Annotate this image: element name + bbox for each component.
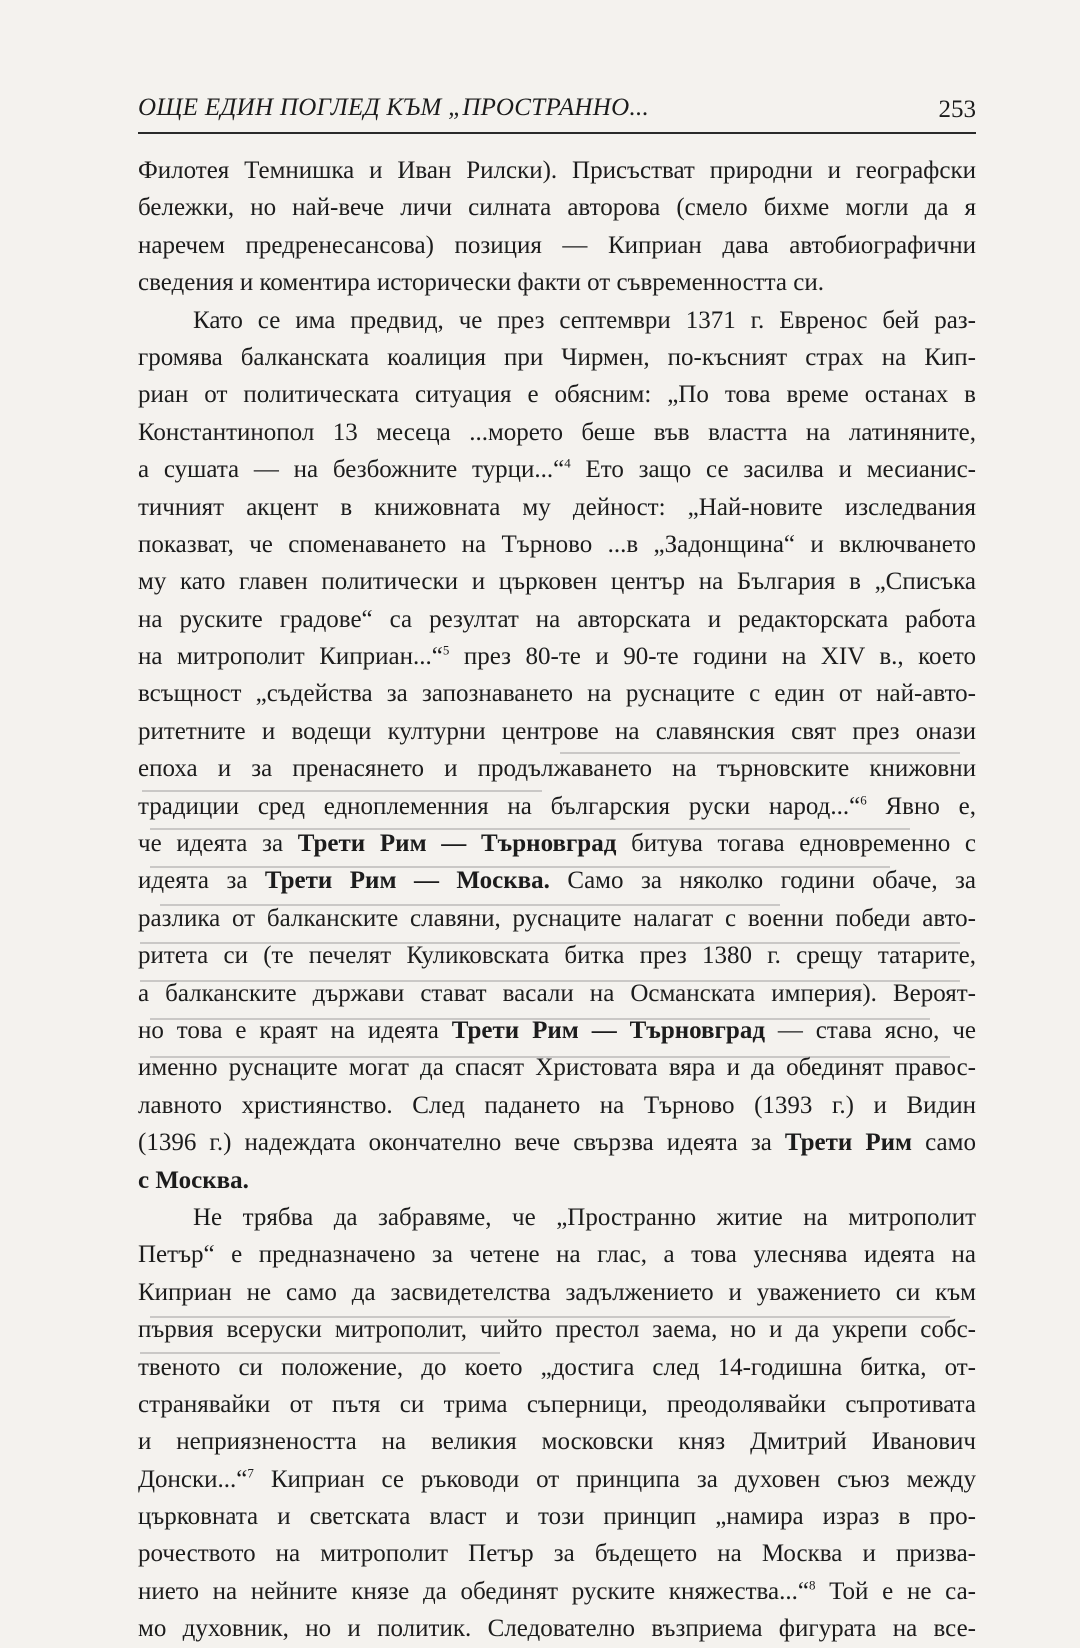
- text-fragment: идеята за: [138, 867, 265, 895]
- text-line: показват, че споменаването на Търново ...в „Задонщина“ и включването: [138, 530, 976, 558]
- text-line: [138, 862, 976, 899]
- text-line: [138, 1573, 976, 1610]
- pencil-underline: [150, 1056, 950, 1058]
- text-line: разлика от балканските славяни, руснаците налагат с военни победи авто-: [138, 904, 976, 932]
- bold-term: Трети Рим — Търновград: [451, 1016, 765, 1044]
- text-line: тичният акцент в книжовната му дейност: „Най-новите изследвания: [138, 493, 976, 521]
- text-fragment: а сушата — на безбожните турци...“: [138, 456, 565, 484]
- text-fragment: Ето защо се засилва и месианис-: [570, 456, 976, 484]
- text-fragment: — става ясно, че: [764, 1016, 977, 1044]
- footnote-ref-8: 8: [808, 1577, 816, 1593]
- text-fragment: (1396 г.) надеждата окончателно вече свързва идеята за: [138, 1129, 785, 1157]
- text-line: Петър“ е предназначено за четене на глас, а това улеснява идеята на: [138, 1241, 976, 1269]
- text-line: странявайки от пътя си трима съперници, преодолявайки съпротивата: [138, 1390, 976, 1418]
- text-line: на руските градове“ са резултат на авторската и редакторската работа: [138, 605, 976, 633]
- text-line: Константинопол 13 месеца ...морето беше във властта на латиняните,: [138, 418, 976, 446]
- text-line: ритетните и водещи културни центрове на славянския свят през онази: [138, 717, 976, 745]
- text-line: бележки, но най-вече личи силната авторова (смело бихме могли да я: [138, 194, 976, 222]
- text-line: [138, 638, 976, 675]
- body-text: [138, 152, 976, 1648]
- text-fragment: Той е не са-: [815, 1577, 976, 1605]
- footnote-ref-6: 6: [860, 792, 867, 808]
- footnote-ref-5: 5: [442, 642, 450, 658]
- pencil-underline: [140, 942, 960, 944]
- paragraph-3: [138, 1199, 976, 1648]
- pencil-underline: [150, 828, 910, 830]
- pencil-underline: [140, 1352, 500, 1354]
- text-line: мо духовник, но и политик. Следователно възприема фигурата на все-: [138, 1615, 976, 1643]
- pencil-underline: [150, 866, 890, 868]
- text-fragment: че идеята за: [138, 830, 298, 858]
- text-line: сведения и коментира исторически факти от съвременността си.: [138, 269, 824, 297]
- pencil-underline: [140, 980, 960, 982]
- text-line: епоха и за пренасянето и продължаването на търновските книжовни: [138, 755, 976, 783]
- bold-term: с Москва.: [138, 1166, 249, 1194]
- text-line: всъщност „съдейства за запознаването на руснаците с един от най-авто-: [138, 680, 976, 708]
- text-line: [138, 1124, 976, 1161]
- pencil-underline: [160, 904, 780, 906]
- bold-term: Трети Рим — Москва.: [264, 867, 550, 895]
- text-line: ритета си (те печелят Куликовската битка през 1380 г. срещу татарите,: [138, 942, 976, 970]
- pencil-underline: [142, 790, 542, 792]
- bold-term: Трети Рим: [784, 1129, 913, 1157]
- bold-term: Трети Рим — Търновград: [297, 830, 617, 858]
- text-line: [138, 1162, 976, 1199]
- text-line: именно руснаците могат да спасят Христовата вяра и да обединят правос-: [138, 1054, 976, 1082]
- running-head: [138, 92, 976, 134]
- text-line: църковната и светската власт и този принцип „намира израз в про-: [138, 1503, 976, 1531]
- text-line: а балканските държави стават васали на Османската империя). Вероят-: [138, 979, 976, 1007]
- footnote-ref-7: 7: [247, 1465, 254, 1481]
- text-line: [138, 788, 976, 825]
- page-number: 253: [938, 96, 976, 123]
- text-fragment: но това е краят на идеята: [138, 1016, 452, 1044]
- text-line: [138, 451, 976, 488]
- paragraph-2: [138, 302, 976, 1199]
- text-line: риан от политическата ситуация е обясним: „По това време останах в: [138, 381, 976, 409]
- text-fragment: Явно е,: [866, 792, 976, 820]
- text-fragment: традиции сред едноплеменния на българския руски народ...“: [138, 792, 861, 820]
- paragraph-1: [138, 152, 976, 302]
- text-fragment: нието на нейните князе да обединят руските княжества...“: [138, 1577, 809, 1605]
- text-fragment: Само за няколко години обаче, за: [549, 867, 976, 895]
- text-line: първия всеруски митрополит, чийто престол заема, но и да укрепи собс-: [138, 1316, 976, 1344]
- text-line: Не трябва да забравяме, че „Пространно житие на митрополит: [193, 1203, 976, 1231]
- pencil-underline: [150, 1018, 930, 1020]
- text-line: му като главен политически и църковен център на България в „Списъка: [138, 568, 976, 596]
- text-fragment: само: [912, 1129, 976, 1157]
- text-fragment: Донски...“: [138, 1465, 248, 1493]
- running-head-title: ОЩЕ ЕДИН ПОГЛЕД КЪМ „ПРОСТРАННО...: [138, 94, 650, 121]
- text-line: лавното християнство. След падането на Търново (1393 г.) и Видин: [138, 1091, 976, 1119]
- pencil-underline: [560, 752, 960, 754]
- text-fragment: през 80-те и 90-те години на XIV в., което: [449, 643, 976, 671]
- text-line: [138, 1461, 976, 1498]
- pencil-underline: [150, 1316, 950, 1318]
- text-line: Киприан не само да засвидетелства задължението и уважението си към: [138, 1278, 976, 1306]
- text-line: и неприязнеността на великия московски княз Дмитрий Иванович: [138, 1428, 976, 1456]
- footnote-ref-4: 4: [564, 455, 571, 471]
- text-line: твеното си положение, до което „достига след 14-годишна битка, от-: [138, 1353, 976, 1381]
- text-line: [138, 825, 976, 862]
- text-fragment: на митрополит Киприан...“: [138, 643, 443, 671]
- text-line: наречем предренесансова) позиция — Киприан дава автобиографични: [138, 231, 976, 259]
- text-line: Като се има предвид, че през септември 1371 г. Евренос бей раз-: [193, 306, 976, 334]
- text-line: Филотея Темнишка и Иван Рилски). Присъстват природни и географски: [138, 157, 976, 184]
- text-line: рочеството на митрополит Петър за бъдещето на Москва и призва-: [138, 1540, 976, 1568]
- text-fragment: Киприан се ръководи от принципа за духовен съюз между: [253, 1465, 976, 1493]
- text-fragment: битува тогава едновременно с: [616, 830, 976, 858]
- text-line: громява балканската коалиция при Чирмен, по-късният страх на Кип-: [138, 343, 976, 371]
